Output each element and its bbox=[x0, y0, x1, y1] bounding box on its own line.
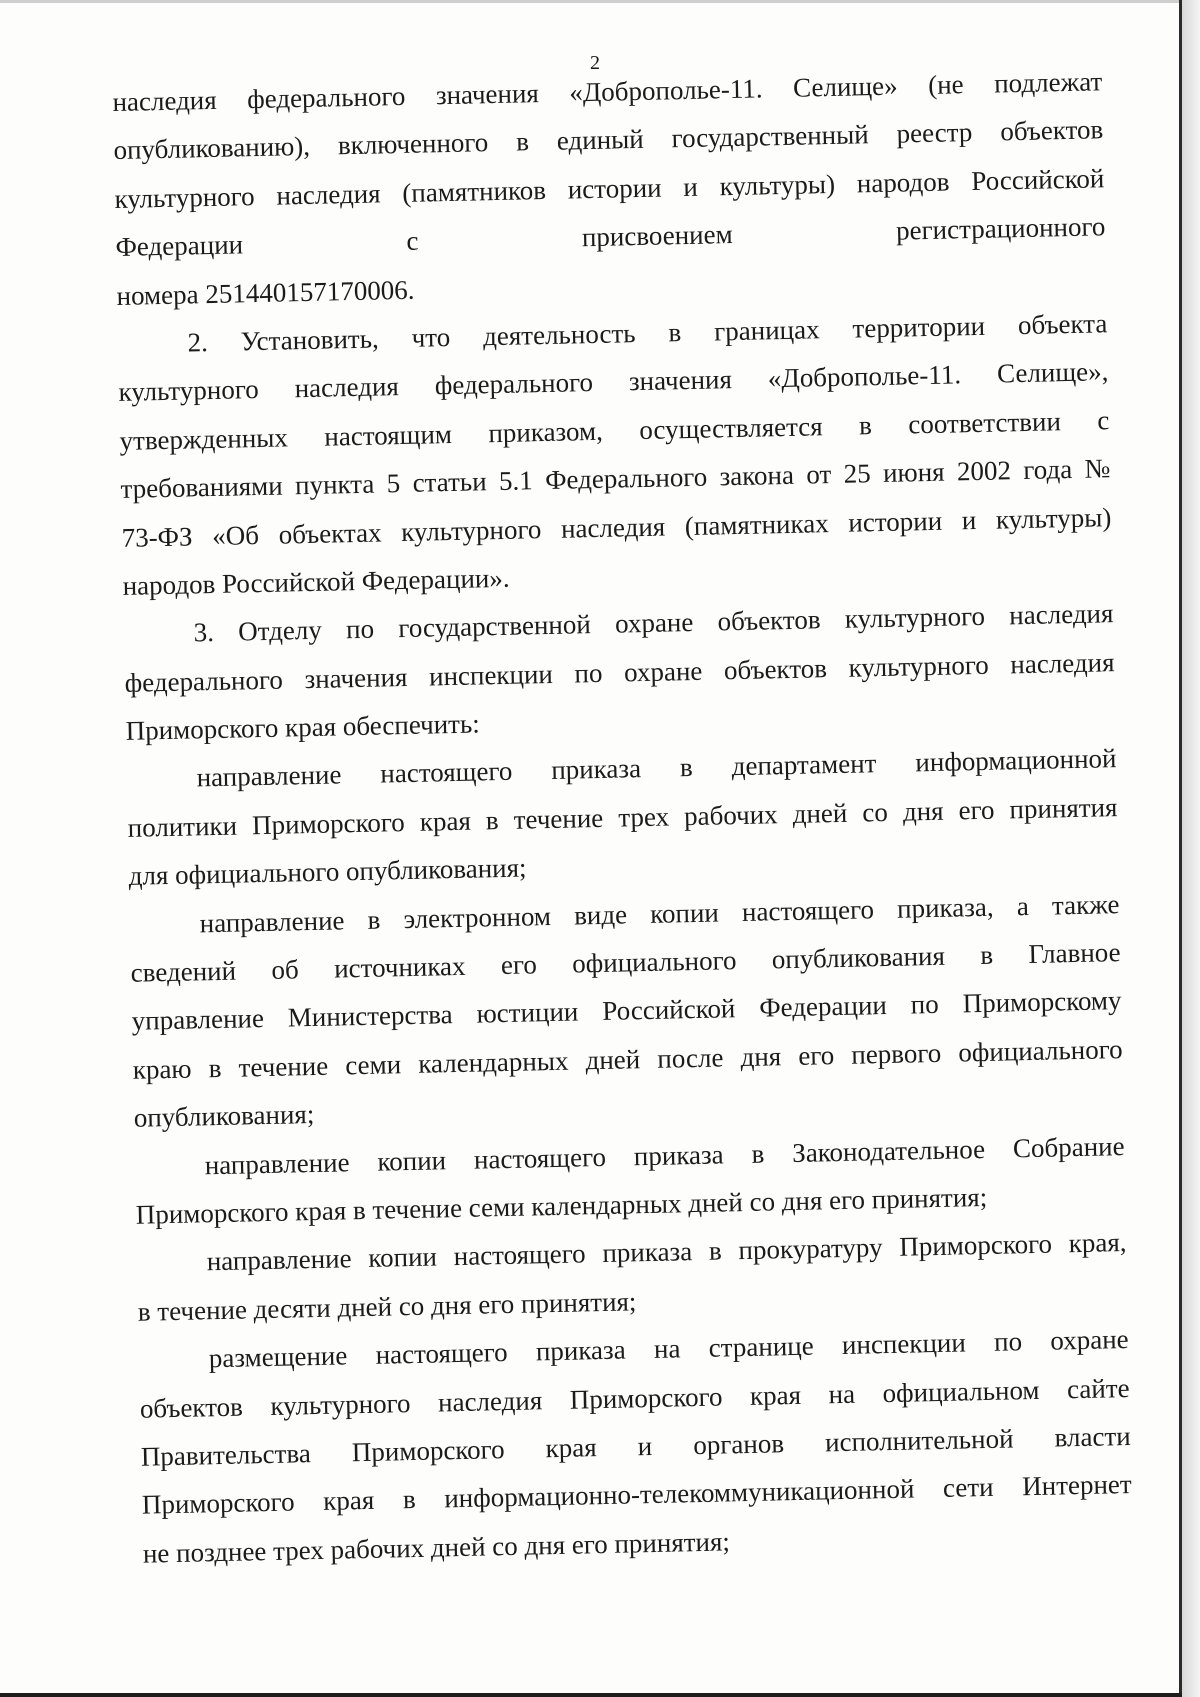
text-word: календарных bbox=[417, 1045, 569, 1079]
text-word: края bbox=[419, 805, 472, 837]
text-word: истории bbox=[848, 505, 943, 538]
text-word: источниках bbox=[333, 950, 466, 984]
text-word: копии bbox=[368, 1241, 438, 1274]
text-word: культурного bbox=[114, 180, 255, 214]
text-word: в bbox=[515, 126, 530, 157]
text-word: краю bbox=[132, 1053, 192, 1085]
text-word: семи bbox=[344, 1048, 402, 1081]
text-word: требованиями bbox=[120, 470, 283, 505]
text-word: приказа bbox=[550, 753, 642, 786]
text-word: с bbox=[1097, 404, 1110, 436]
text-word: охране bbox=[1050, 1324, 1129, 1356]
text-word: приказа bbox=[535, 1334, 626, 1367]
text-word: Министерства bbox=[287, 999, 453, 1033]
text-word: а bbox=[1016, 890, 1030, 921]
text-word: его bbox=[500, 949, 538, 981]
text-word: течение bbox=[513, 802, 604, 835]
text-word: Законодательное bbox=[791, 1133, 986, 1168]
text-line: Приморского края в течение семи календарных дней со дня его принятия; bbox=[135, 1181, 988, 1230]
text-word: (памятников bbox=[402, 174, 547, 208]
text-line: народов Российской Федерации». bbox=[122, 562, 510, 601]
text-word: объектах bbox=[278, 516, 382, 550]
text-word: соответствии bbox=[908, 405, 1062, 440]
text-word: (памятниках bbox=[684, 507, 829, 541]
text-word: истории bbox=[567, 172, 662, 205]
text-word: со bbox=[862, 796, 889, 828]
text-word: официальном bbox=[882, 1374, 1040, 1408]
text-word: деятельность bbox=[482, 318, 636, 352]
text-word: на bbox=[828, 1378, 856, 1409]
text-word: «Об bbox=[211, 519, 260, 551]
text-word: культурного bbox=[118, 374, 259, 408]
text-word: официального bbox=[958, 1033, 1123, 1068]
text-word: юстиции bbox=[476, 996, 579, 1029]
text-word: направление bbox=[196, 759, 342, 793]
text-word: государственный bbox=[671, 119, 869, 154]
text-word: настоящим bbox=[324, 418, 453, 452]
text-word: Приморского bbox=[569, 1381, 723, 1415]
text-word: регистрационного bbox=[895, 211, 1106, 246]
text-line: номера 251440157170006. bbox=[116, 274, 415, 311]
document-body bbox=[112, 57, 1133, 1578]
text-word: Правительства bbox=[140, 1438, 312, 1472]
text-word: Российской bbox=[970, 163, 1105, 196]
page-right-edge bbox=[1179, 0, 1182, 1697]
text-word: рабочих bbox=[683, 799, 778, 832]
text-word: копии bbox=[377, 1144, 447, 1177]
text-word: направление bbox=[199, 904, 345, 938]
text-word: культуры) bbox=[995, 501, 1112, 535]
text-word: «Доброполье-11. bbox=[767, 359, 962, 394]
text-word: сайте bbox=[1066, 1372, 1130, 1404]
text-word: после bbox=[656, 1042, 724, 1074]
text-word: наследия bbox=[560, 511, 666, 544]
text-word: Установить, bbox=[240, 323, 380, 357]
text-word: наследия bbox=[112, 84, 217, 117]
text-word: дней bbox=[585, 1043, 641, 1076]
text-word: от bbox=[805, 459, 832, 490]
text-word: наследия bbox=[276, 178, 381, 211]
text-word: закона bbox=[719, 459, 795, 492]
text-word: утвержденных bbox=[119, 422, 289, 456]
text-word: края bbox=[322, 1485, 375, 1517]
text-word: по bbox=[574, 657, 603, 689]
text-line: в течение десяти дней со дня его принятия; bbox=[137, 1286, 637, 1327]
text-word: культуры) bbox=[719, 168, 836, 202]
text-word: с bbox=[406, 225, 419, 257]
text-word: значения bbox=[628, 364, 733, 397]
text-line: не позднее трех рабочих дней со дня его принятия; bbox=[142, 1526, 731, 1569]
text-word: наследия bbox=[294, 371, 400, 404]
text-word: информационной bbox=[915, 743, 1117, 778]
text-word: приказом, bbox=[488, 415, 604, 448]
text-word: 5.1 bbox=[498, 465, 534, 497]
text-word: первого bbox=[851, 1037, 942, 1070]
text-word: народов bbox=[856, 166, 950, 199]
text-word: приказа, bbox=[896, 891, 994, 924]
text-word: федерального bbox=[434, 367, 594, 401]
text-word: настоящего bbox=[473, 1141, 607, 1175]
page-bottom-edge bbox=[0, 1693, 1182, 1697]
text-word: Федерального bbox=[544, 461, 708, 496]
text-word: размещение bbox=[208, 1340, 348, 1374]
text-word: политики bbox=[127, 810, 238, 843]
text-word: электронном bbox=[403, 900, 552, 934]
text-word: границах bbox=[713, 314, 820, 347]
text-word: виде bbox=[573, 899, 628, 931]
text-word: государственной bbox=[398, 609, 592, 644]
page-right-shadow bbox=[1182, 0, 1200, 1697]
text-word: федерального bbox=[124, 664, 284, 698]
text-word: присвоением bbox=[581, 219, 733, 253]
text-word: направление bbox=[206, 1243, 352, 1277]
text-word: и bbox=[961, 504, 977, 535]
text-word: значения bbox=[435, 78, 540, 111]
text-word: пункта bbox=[294, 468, 375, 501]
text-word: охране bbox=[623, 655, 703, 688]
text-word: в bbox=[679, 752, 694, 783]
text-word: настоящего bbox=[380, 756, 513, 789]
text-word: в bbox=[708, 1235, 723, 1267]
text-word: направление bbox=[204, 1146, 350, 1180]
text-word: Интернет bbox=[1021, 1469, 1132, 1502]
text-word: настоящего bbox=[375, 1337, 508, 1370]
text-word: прокуратуру bbox=[738, 1232, 883, 1266]
text-word: также bbox=[1051, 888, 1120, 921]
text-word: охране bbox=[614, 607, 694, 639]
text-word: в bbox=[485, 804, 499, 836]
text-word: объектов bbox=[723, 652, 828, 685]
text-word: его bbox=[797, 1039, 835, 1071]
text-word: статьи bbox=[412, 466, 487, 498]
text-word: Приморскому bbox=[962, 985, 1122, 1019]
text-word: объектов bbox=[999, 114, 1104, 147]
text-word: «Доброполье-11. bbox=[569, 73, 763, 108]
text-word: власти bbox=[1054, 1420, 1131, 1453]
text-word: края, bbox=[1068, 1227, 1127, 1259]
text-word: осуществляется bbox=[638, 410, 823, 445]
text-word: Приморского bbox=[141, 1486, 295, 1521]
text-word: департамент bbox=[731, 748, 877, 782]
text-word: 2. bbox=[187, 327, 209, 358]
text-word: дня bbox=[740, 1041, 782, 1072]
text-word: Приморского bbox=[898, 1228, 1053, 1263]
text-word: Приморского bbox=[251, 806, 406, 841]
text-word: культурного bbox=[848, 649, 989, 683]
text-word: наследия bbox=[1010, 646, 1115, 679]
text-word: Федерации bbox=[115, 229, 244, 263]
text-word: дня bbox=[902, 795, 944, 827]
text-word: официального bbox=[571, 945, 737, 979]
text-word: течение bbox=[238, 1050, 329, 1083]
text-word: 5 bbox=[386, 468, 401, 499]
text-word: настоящего bbox=[453, 1238, 586, 1272]
text-word: наследия bbox=[437, 1384, 543, 1418]
text-word: управление bbox=[131, 1003, 265, 1037]
page-number: 2 bbox=[590, 52, 600, 74]
text-word: по bbox=[993, 1326, 1023, 1357]
text-word: в bbox=[402, 1484, 416, 1515]
text-word: и bbox=[683, 171, 699, 202]
text-word: Селище» bbox=[792, 70, 898, 103]
text-word: опубликованию), bbox=[113, 131, 311, 166]
text-word: сведений bbox=[130, 955, 237, 988]
text-word: года bbox=[1023, 454, 1073, 486]
text-word: настоящего bbox=[741, 893, 875, 927]
text-word: и bbox=[637, 1430, 653, 1462]
text-word: 2002 bbox=[956, 455, 1012, 487]
text-word: федерального bbox=[246, 80, 406, 115]
text-line: опубликования; bbox=[133, 1099, 315, 1133]
text-word: исполнительной bbox=[824, 1423, 1014, 1458]
text-word: дней bbox=[792, 797, 848, 829]
text-word: копии bbox=[649, 897, 720, 929]
text-word: значения bbox=[304, 661, 408, 694]
text-word: опубликования bbox=[771, 940, 946, 975]
text-word: в bbox=[751, 1138, 765, 1169]
text-word: странице bbox=[708, 1330, 814, 1363]
text-word: Приморского bbox=[351, 1434, 505, 1468]
text-word: 25 bbox=[843, 458, 871, 489]
text-word: реестр bbox=[896, 117, 973, 149]
text-word: территории bbox=[852, 310, 986, 344]
text-word: трех bbox=[617, 801, 670, 833]
text-word: на bbox=[653, 1333, 681, 1365]
text-word: по bbox=[910, 989, 940, 1020]
text-word: края bbox=[749, 1379, 802, 1411]
text-word: органов bbox=[692, 1428, 785, 1461]
text-word: в bbox=[858, 409, 873, 441]
text-word: по bbox=[345, 613, 375, 645]
text-word: включенного bbox=[337, 127, 489, 161]
text-word: объекта bbox=[1017, 308, 1108, 341]
text-word: в bbox=[668, 317, 682, 348]
text-word: № bbox=[1084, 453, 1111, 484]
text-word: инспекции bbox=[841, 1327, 967, 1361]
text-word: его bbox=[958, 794, 995, 826]
text-word: в bbox=[979, 939, 994, 971]
text-word: единый bbox=[556, 124, 645, 157]
text-word: Отделу bbox=[237, 615, 323, 647]
text-word: объектов bbox=[717, 604, 821, 637]
text-word: июня bbox=[882, 456, 945, 489]
text-word: что bbox=[411, 321, 451, 353]
text-word: (не bbox=[927, 69, 964, 100]
text-word: в bbox=[208, 1052, 222, 1084]
text-word: приказа bbox=[602, 1236, 693, 1269]
text-word: информационно-телекоммуникационной bbox=[443, 1473, 915, 1514]
text-word: края bbox=[545, 1432, 597, 1464]
text-word: культурного bbox=[844, 601, 986, 635]
text-word: культурного bbox=[270, 1387, 411, 1421]
text-word: 3. bbox=[193, 617, 215, 648]
text-word: Собрание bbox=[1012, 1130, 1125, 1163]
text-word: приказа bbox=[633, 1139, 724, 1171]
text-word: инспекции bbox=[428, 658, 554, 692]
text-word: объектов bbox=[139, 1391, 244, 1424]
text-word: культурного bbox=[400, 513, 542, 547]
text-word: Селище», bbox=[996, 356, 1109, 389]
text-word: принятия bbox=[1009, 791, 1118, 825]
text-word: в bbox=[367, 904, 381, 935]
text-line: для официального опубликования; bbox=[128, 852, 527, 892]
text-line: Приморского края обеспечить: bbox=[125, 708, 481, 746]
text-word: Федерации bbox=[758, 990, 888, 1024]
page-top-edge bbox=[0, 0, 1182, 3]
text-word: сети bbox=[942, 1472, 994, 1504]
text-word: об bbox=[271, 954, 300, 985]
text-word: 73-ФЗ bbox=[121, 520, 193, 553]
text-word: наследия bbox=[1008, 598, 1114, 631]
text-word: Главное bbox=[1028, 937, 1121, 970]
text-word: Российской bbox=[601, 993, 736, 1027]
text-word: подлежат bbox=[993, 66, 1103, 99]
